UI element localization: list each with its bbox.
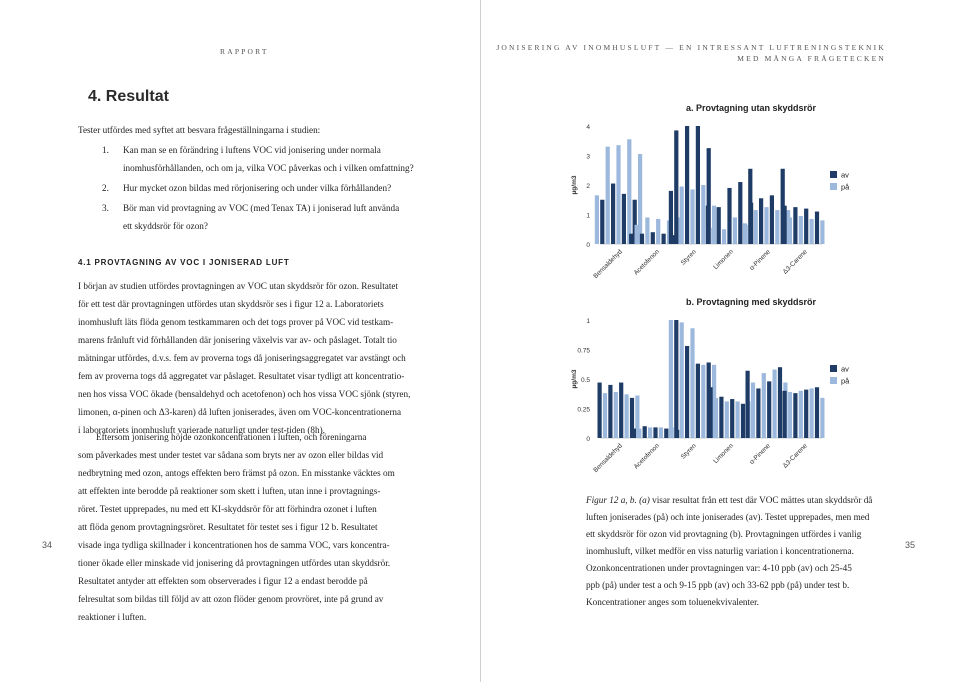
bar (804, 209, 808, 244)
header-left: RAPPORT (220, 47, 269, 56)
bar (820, 398, 824, 438)
bar (685, 346, 689, 438)
text-line: nedbrytning med ozon, antogs effekten bero främst på ozon. En misstanke väcktes om (78, 468, 395, 478)
bar (775, 210, 779, 244)
bar (662, 234, 666, 244)
bar (680, 322, 684, 438)
question-line: Hur mycket ozon bildas med rörjonisering och under vilka förhållanden? (123, 183, 392, 193)
text-line: fem av proverna togs då aggregatet var påslaget. Resultatet visar tydligt att koncentratio- (78, 371, 405, 381)
question-item (78, 199, 428, 235)
bar (627, 139, 631, 244)
text-line: I början av studien utfördes provtagningen av VOC utan skyddsrör för ozon. Resultatet (78, 281, 399, 291)
bar (616, 145, 620, 244)
bar (690, 189, 694, 244)
question-list (78, 141, 428, 235)
figure-caption (586, 492, 906, 611)
y-axis-label: µg/m3 (571, 369, 578, 389)
bar (759, 198, 763, 244)
header-right (486, 43, 886, 64)
page-title: 4. Resultat (88, 88, 169, 105)
bar (746, 371, 750, 438)
legend-swatch (830, 377, 837, 384)
bar (799, 216, 803, 244)
question-number: 3. (102, 203, 109, 213)
bar (685, 126, 689, 244)
question-item (78, 141, 428, 177)
bar (725, 401, 729, 438)
bar (736, 401, 740, 438)
bar (820, 220, 824, 244)
bar (669, 191, 673, 244)
y-tick-label: 1 (586, 318, 590, 325)
bar (674, 320, 678, 438)
text-line: reaktioner i luften. (78, 612, 147, 622)
caption-line: ett skyddsrör för ozon vid provtagning (b). Provtagningen utfördes i vanlig (586, 529, 862, 539)
bar (810, 388, 814, 438)
bar (719, 397, 723, 438)
bar (674, 130, 678, 244)
question-line: ett skyddsrör för ozon? (123, 221, 208, 231)
bar (793, 393, 797, 438)
text-line: att flöda genom provtagningsröret. Resultatet för testet ses i figur 12 b. Resultatet (78, 522, 378, 532)
bar (788, 392, 792, 438)
bar (664, 429, 668, 438)
bar (815, 387, 819, 438)
bar (598, 383, 602, 438)
category-label: Δ3-Carene (781, 248, 809, 276)
bar (659, 427, 663, 438)
category-label: α-Pinene (748, 442, 772, 466)
paragraph-2 (78, 428, 438, 626)
bar (788, 217, 792, 244)
bar (756, 388, 760, 438)
page-divider (480, 0, 481, 682)
y-tick-label: 1 (586, 212, 590, 220)
bar (622, 194, 626, 244)
bar (643, 426, 647, 438)
y-tick-label: 2 (586, 183, 590, 190)
bar (600, 200, 604, 244)
category-label: Limonen (712, 442, 735, 466)
bar (637, 429, 641, 438)
bar (629, 234, 633, 244)
bar (717, 207, 721, 244)
category-label: α-Pinene (748, 248, 772, 272)
bar (762, 373, 766, 438)
bar (651, 232, 655, 244)
category-label: Styren (679, 442, 698, 461)
bar (727, 188, 731, 244)
bar (810, 219, 814, 244)
bar (714, 398, 718, 438)
y-tick-label: 0.75 (577, 347, 590, 355)
bar (595, 195, 599, 244)
caption-line: Figur 12 a, b. (a) visar resultat från ett test där VOC mättes utan skyddsrör då (586, 495, 873, 505)
category-label: Bensaldehyd (592, 442, 624, 474)
bar (730, 399, 734, 438)
legend-swatch (830, 171, 837, 178)
bar (635, 225, 639, 244)
y-tick-label: 0 (586, 436, 590, 443)
bar (799, 391, 803, 438)
text-line: röret. Testet upprepades, nu med ett KI-skyddsrör för att förhindra ozonet i luften (78, 504, 377, 514)
text-line: limonen, α-pinen och Δ3-karen) då luften joniserades, även om VOC-koncentrationerna (78, 407, 402, 417)
bar (696, 364, 700, 438)
category-label: Bensaldehyd (592, 248, 624, 280)
section-heading: 4.1 PROVTAGNING AV VOC I JONISERAD LUFT (78, 258, 290, 267)
caption-line: inomhusluft, vilket medför en viss naturlig variation i koncentrationerna. (586, 546, 854, 556)
caption-line: luften joniserades (på) och inte joniserades (av). Testet upprepades, men med (586, 512, 870, 522)
bar (645, 217, 649, 244)
bar (741, 404, 745, 438)
chart-b (560, 290, 850, 482)
bar (632, 429, 636, 438)
chart-a (560, 96, 850, 288)
bar (751, 383, 755, 438)
y-tick-label: 4 (586, 124, 590, 131)
bar (783, 206, 787, 244)
header-right-line1: JONISERING AV INOMHUSLUFT — EN INTRESSANT LUFTRENINGSTEKNIK (496, 43, 886, 52)
text-line: visade inga tydliga skillnader i koncentrationen hos de samma VOC, vars koncentra- (78, 540, 390, 550)
bar (748, 169, 752, 244)
bar (767, 381, 771, 438)
caption-line: Ozonkoncentrationen under provtagningen var: 4-10 ppb (av) och 25-45 (586, 563, 852, 573)
bar (804, 390, 808, 438)
bar (701, 185, 705, 244)
bar (773, 370, 777, 438)
category-label: Limonen (712, 248, 735, 272)
text-line: att effekten inte berodde på reaktioner som skett i luften, utan inne i provtagnings- (78, 486, 381, 496)
bar (770, 195, 774, 244)
legend-label: av (841, 364, 849, 374)
text-line: nen hos vissa VOC ökade (bensaldehyd och acetofenon) och hos vissa VOC sjönk (styren, (78, 389, 411, 399)
y-axis-label: µg/m3 (571, 175, 578, 195)
legend-label: på (841, 182, 850, 192)
text-line: mätningar utfördes, d.v.s. fem av proverna togs då joniseringsaggregatet var avstängt och (78, 353, 406, 363)
bar (738, 182, 742, 244)
bar (614, 392, 618, 438)
bar (764, 207, 768, 244)
text-line: för ett test där provtagningen utfördes utan skyddsrör ses i figur 12 a. Laboratoriets (78, 299, 384, 309)
bar (656, 219, 660, 244)
bar (640, 234, 644, 244)
bar (603, 393, 607, 438)
intro-block (78, 121, 428, 235)
bar (606, 147, 610, 244)
text-line: som påverkades mest under testet var sådana som bryts ner av ozon eller bildas vid (78, 450, 384, 460)
caption-line: ppb (på) under test a och 9-15 ppb (av) och 33-62 ppb (på) under test b. (586, 580, 850, 590)
legend-label: på (841, 376, 850, 386)
header-right-line2: MED MÅNGA FRÅGETECKEN (737, 53, 886, 63)
bar (743, 223, 747, 244)
bar (706, 206, 710, 244)
bar (783, 391, 787, 438)
caption-figure-label: Figur 12 a, b. (a) (586, 495, 650, 505)
bar (611, 184, 615, 244)
text-line: marens frånluft vid förhållanden där jonisering växelvis var av- och påslaget. Totalt tio (78, 335, 397, 345)
text-line: felresultat som bildas till följd av att ozon flöder genom provröret, inte på grund av (78, 594, 384, 604)
question-number: 1. (102, 145, 109, 155)
text-line: Resultatet antyder att effekten som observerades i figur 12 a endast berodde på (78, 576, 368, 586)
category-label: Acetofenon (632, 442, 661, 471)
bar (653, 427, 657, 438)
y-tick-label: 0 (586, 242, 590, 249)
text-line: tioner ökade eller minskade vid jonisering då provtagningen utfördes utan skyddsrör. (78, 558, 391, 568)
bar (722, 229, 726, 244)
bar (778, 367, 782, 438)
bar (680, 186, 684, 244)
question-line: inomhusförhållanden, och om ja, vilka VOC påverkas och i vilken omfattning? (123, 163, 414, 173)
bar (648, 427, 652, 438)
bar (690, 328, 694, 438)
bar (696, 126, 700, 244)
text-line: Eftersom jonisering höjde ozonkoncentrationen i luften, och föreningarna (96, 432, 367, 442)
bar (711, 228, 715, 244)
legend-label: av (841, 170, 849, 180)
bar (608, 385, 612, 438)
category-label: Acetofenon (632, 248, 661, 277)
y-tick-label: 0.25 (577, 406, 590, 414)
text-line: i laboratoriets inomhusluft varierade naturligt under test-tiden (8h). (78, 425, 325, 435)
text-line: inomhusluft läts flöda genom testkammaren och det togs prover på VOC vid testkam- (78, 317, 394, 327)
question-item (78, 179, 428, 197)
paragraph-1 (78, 277, 438, 439)
page-number-left: 34 (42, 540, 53, 550)
intro-text: Tester utfördes med syftet att besvara frågeställningarna i studien: (78, 125, 321, 135)
y-tick-label: 3 (586, 153, 590, 161)
bar (815, 212, 819, 244)
chart-title: a. Provtagning utan skyddsrör (685, 103, 817, 113)
question-line: Kan man se en förändring i luftens VOC vid jonisering under normala (123, 145, 381, 155)
bar (701, 365, 705, 438)
bar (793, 207, 797, 244)
page-number-right: 35 (905, 540, 916, 550)
category-label: Δ3-Carene (781, 442, 809, 470)
bar (625, 394, 629, 438)
bar (754, 210, 758, 244)
y-tick-label: 0.5 (580, 377, 590, 384)
bar (733, 217, 737, 244)
category-label: Styren (679, 248, 698, 267)
caption-line: Koncentrationer anges som toluenekvivalenter. (586, 597, 759, 607)
chart-title: b. Provtagning med skyddsrör (685, 297, 817, 307)
bar (709, 387, 713, 438)
bar (669, 320, 673, 438)
legend-swatch (830, 183, 837, 190)
question-number: 2. (102, 183, 109, 193)
bar (619, 383, 623, 438)
question-line: Bör man vid provtagning av VOC (med Tenax TA) i joniserad luft använda (123, 203, 400, 213)
legend-swatch (830, 365, 837, 372)
